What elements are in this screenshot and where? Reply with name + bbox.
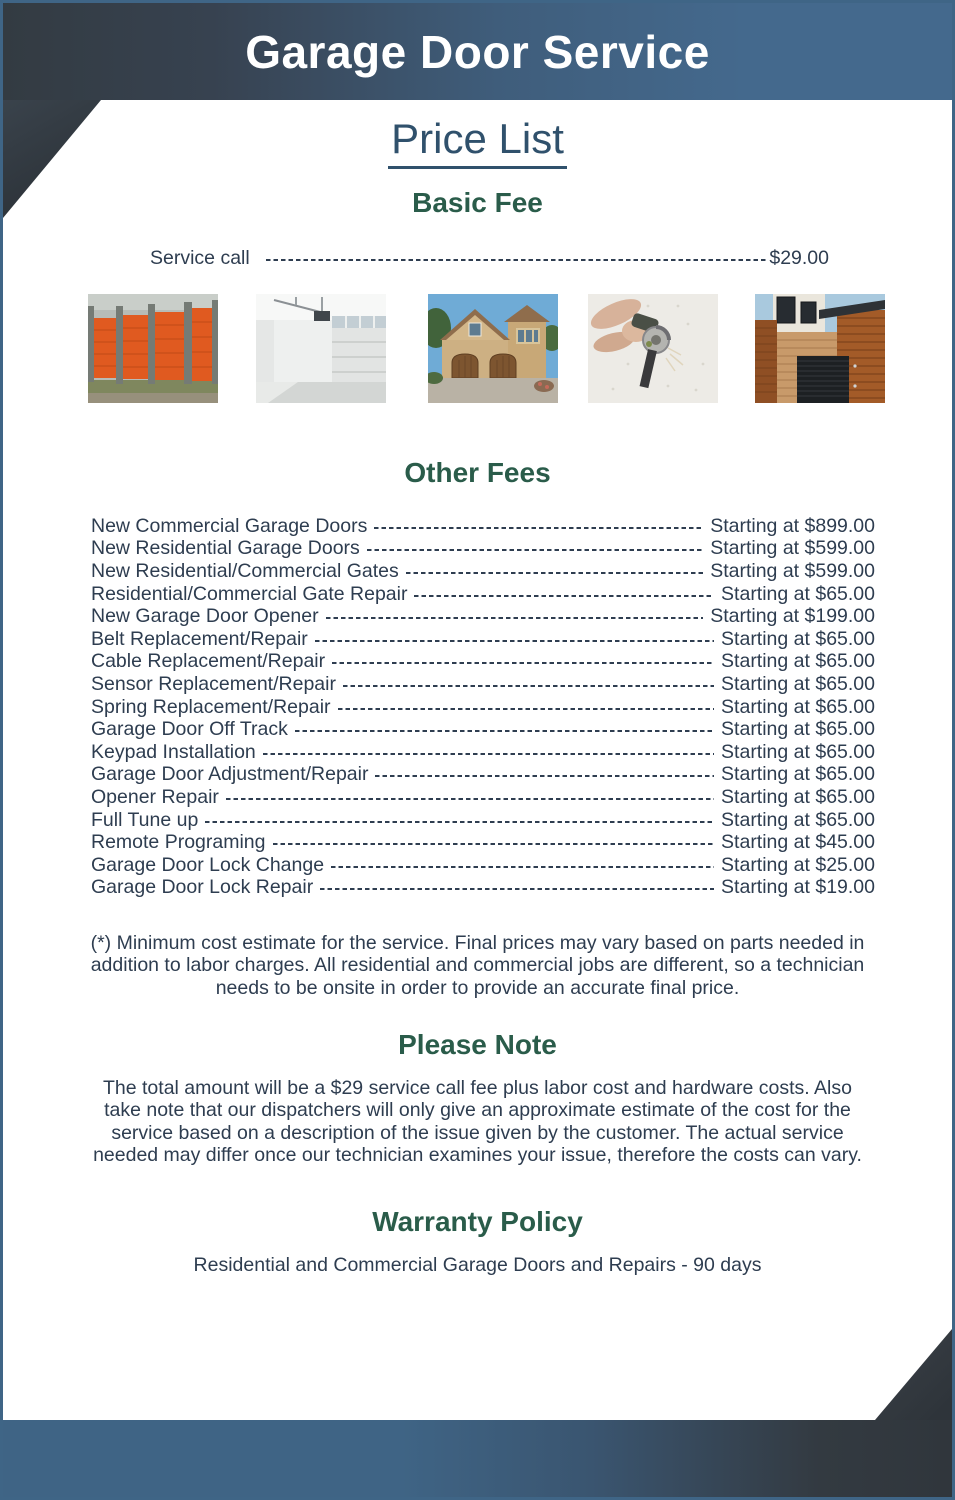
dash-leader bbox=[320, 888, 714, 890]
fee-price: Starting at $899.00 bbox=[710, 514, 875, 537]
dash-leader bbox=[343, 685, 714, 687]
dash-leader bbox=[406, 572, 703, 574]
fee-price: Starting at $199.00 bbox=[710, 605, 875, 628]
dash-leader bbox=[315, 640, 714, 642]
fee-price: Starting at $25.00 bbox=[721, 853, 875, 876]
dash-leader bbox=[273, 843, 715, 845]
please-note-line: take note that our dispatchers will only give an approximate estimate of the cost for the bbox=[104, 1099, 851, 1122]
dash-leader bbox=[338, 708, 715, 710]
fee-row bbox=[91, 696, 875, 719]
header-band bbox=[3, 3, 952, 100]
dash-leader bbox=[295, 730, 714, 732]
fee-price: Starting at $599.00 bbox=[710, 559, 875, 582]
price-list-heading-wrap bbox=[3, 115, 952, 169]
fee-price: Starting at $19.00 bbox=[721, 876, 875, 899]
fee-label: Sensor Replacement/Repair bbox=[91, 672, 336, 695]
fee-label: Full Tune up bbox=[91, 808, 199, 831]
disclaimer-paragraph bbox=[3, 932, 952, 999]
dash-leader bbox=[367, 549, 703, 551]
fee-label: Remote Programing bbox=[91, 831, 266, 854]
dash-leader bbox=[263, 753, 714, 755]
dash-leader bbox=[331, 866, 714, 868]
fee-price: Starting at $45.00 bbox=[721, 831, 875, 854]
fee-label: New Commercial Garage Doors bbox=[91, 514, 368, 537]
service-call-row bbox=[150, 245, 829, 271]
footer-band bbox=[3, 1420, 952, 1497]
fee-price: Starting at $65.00 bbox=[721, 627, 875, 650]
fee-price: Starting at $65.00 bbox=[721, 672, 875, 695]
basic-fee-heading: Basic Fee bbox=[412, 187, 543, 218]
please-note-paragraph bbox=[3, 1077, 952, 1167]
dash-leader bbox=[266, 259, 768, 261]
fee-row bbox=[91, 673, 875, 696]
photo-house-two-garage-doors bbox=[428, 294, 558, 403]
please-note-line: needed may differ once our technician examines your issue, therefore the costs can vary. bbox=[93, 1144, 862, 1167]
fee-label: Garage Door Adjustment/Repair bbox=[91, 763, 369, 786]
dash-leader bbox=[374, 527, 703, 529]
fee-price: Starting at $599.00 bbox=[710, 537, 875, 560]
fee-row bbox=[91, 651, 875, 674]
fee-price: Starting at $65.00 bbox=[721, 695, 875, 718]
fee-row bbox=[91, 809, 875, 832]
fee-label: Residential/Commercial Gate Repair bbox=[91, 582, 408, 605]
fee-price: Starting at $65.00 bbox=[721, 763, 875, 786]
dash-leader bbox=[326, 617, 704, 619]
fee-label: Cable Replacement/Repair bbox=[91, 650, 326, 673]
fee-row bbox=[91, 718, 875, 741]
fee-row bbox=[91, 538, 875, 561]
service-call-label: Service call bbox=[150, 246, 250, 269]
dash-leader bbox=[226, 798, 714, 800]
page-title: Garage Door Service bbox=[245, 26, 710, 78]
fee-row bbox=[91, 877, 875, 900]
disclaimer-line: (*) Minimum cost estimate for the service. Final prices may vary based on parts needed in bbox=[90, 932, 865, 954]
photo-technician-grinder-wall bbox=[588, 294, 718, 403]
fee-label: New Residential/Commercial Gates bbox=[91, 559, 399, 582]
fee-price: Starting at $65.00 bbox=[721, 808, 875, 831]
fee-price: Starting at $65.00 bbox=[721, 718, 875, 741]
please-note-heading: Please Note bbox=[398, 1029, 557, 1060]
photo-modern-wood-garage bbox=[755, 294, 885, 403]
dash-leader bbox=[375, 775, 714, 777]
fee-price: Starting at $65.00 bbox=[721, 785, 875, 808]
fee-label: Garage Door Lock Change bbox=[91, 853, 325, 876]
fee-label: Belt Replacement/Repair bbox=[91, 627, 308, 650]
fee-price: Starting at $65.00 bbox=[721, 650, 875, 673]
bottom-right-accent-shape bbox=[875, 1329, 952, 1420]
photo-strip bbox=[3, 294, 952, 403]
dash-leader bbox=[205, 821, 714, 823]
disclaimer-line: needs to be onsite in order to provide an accurate final price. bbox=[215, 976, 740, 999]
service-call-price: $29.00 bbox=[769, 246, 829, 269]
dash-leader bbox=[332, 662, 714, 664]
fee-label: Opener Repair bbox=[91, 785, 219, 808]
fee-row bbox=[91, 515, 875, 538]
fee-row bbox=[91, 628, 875, 651]
photo-orange-storage-garage-doors bbox=[88, 294, 218, 403]
fee-row bbox=[91, 786, 875, 809]
fee-label: New Garage Door Opener bbox=[91, 605, 319, 628]
other-fees-heading: Other Fees bbox=[404, 457, 551, 488]
fee-label: Spring Replacement/Repair bbox=[91, 695, 331, 718]
other-fees-list bbox=[91, 515, 875, 899]
fee-label: Garage Door Off Track bbox=[91, 718, 288, 741]
fee-row bbox=[91, 560, 875, 583]
fee-row bbox=[91, 831, 875, 854]
fee-label: New Residential Garage Doors bbox=[91, 537, 360, 560]
fee-row bbox=[91, 583, 875, 606]
fee-row bbox=[91, 854, 875, 877]
fee-row bbox=[91, 764, 875, 787]
please-note-line: service based on a description of the issue given by the customer. The actual service bbox=[111, 1121, 844, 1144]
fee-label: Keypad Installation bbox=[91, 740, 256, 763]
fee-row bbox=[91, 605, 875, 628]
disclaimer-line: addition to labor charges. All residential and commercial jobs are different, so a technician bbox=[90, 954, 865, 977]
photo-garage-interior-opener bbox=[256, 294, 386, 403]
fee-price: Starting at $65.00 bbox=[721, 740, 875, 763]
fee-row bbox=[91, 741, 875, 764]
warranty-text: Residential and Commercial Garage Doors and Repairs - 90 days bbox=[193, 1254, 762, 1276]
fee-price: Starting at $65.00 bbox=[721, 582, 875, 605]
price-list-heading: Price List bbox=[388, 115, 567, 169]
dash-leader bbox=[414, 595, 714, 597]
fee-label: Garage Door Lock Repair bbox=[91, 876, 314, 899]
warranty-heading: Warranty Policy bbox=[372, 1206, 583, 1237]
please-note-line: The total amount will be a $29 service call fee plus labor cost and hardware costs. Also bbox=[103, 1077, 852, 1099]
